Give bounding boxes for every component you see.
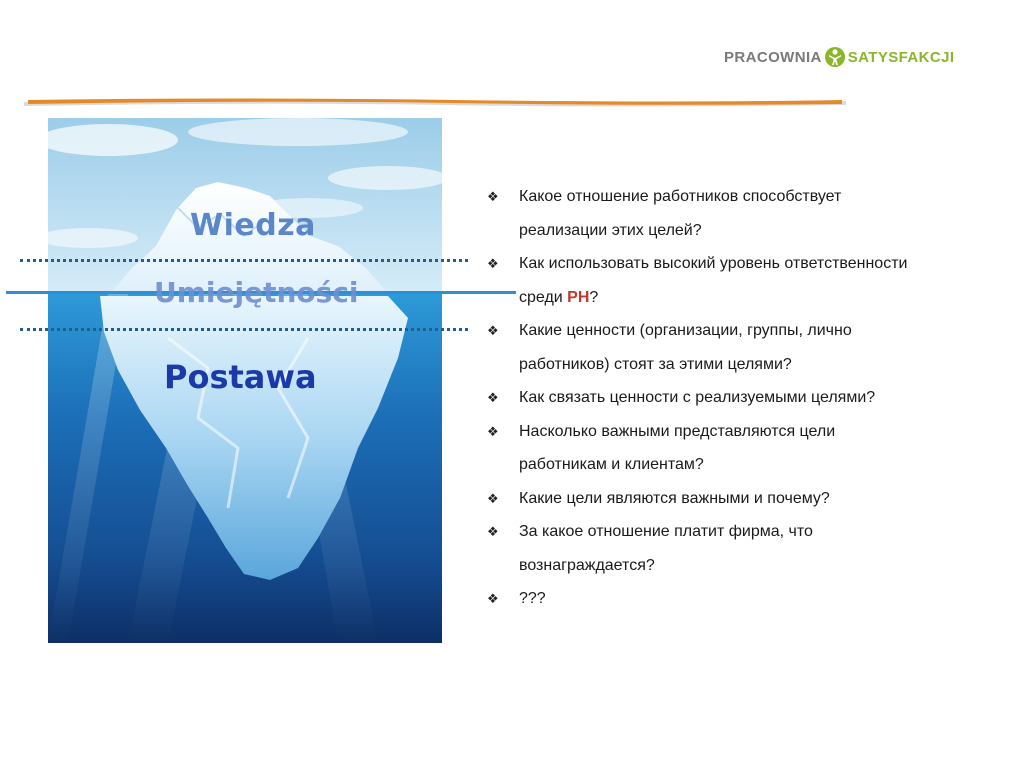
orange-brush-divider bbox=[24, 96, 846, 110]
question-line-pre: среди bbox=[519, 288, 568, 306]
diamond-bullet-icon: ❖ bbox=[487, 490, 499, 506]
question-line: вознаграждается? bbox=[519, 556, 655, 574]
list-item bbox=[484, 381, 994, 415]
question-list bbox=[484, 180, 994, 616]
label-wiedza: Wiedza bbox=[190, 208, 316, 243]
logo-text-satysfakcji: SATYSFAKCJI bbox=[847, 48, 955, 66]
question-line: Как связать ценности с реализуемыми целями? bbox=[519, 389, 876, 406]
list-item bbox=[484, 482, 994, 516]
list-item bbox=[484, 582, 994, 616]
list-item bbox=[484, 247, 994, 314]
diamond-bullet-icon: ❖ bbox=[487, 390, 499, 405]
list-item bbox=[484, 415, 994, 482]
label-umiejetnosci: Umiejętności bbox=[154, 276, 359, 309]
diamond-bullet-icon: ❖ bbox=[487, 591, 499, 606]
logo-person-icon bbox=[824, 46, 846, 68]
list-item bbox=[484, 515, 994, 582]
logo-text-pracownia: PRACOWNIA bbox=[724, 48, 822, 66]
question-line: Насколько важными представляются цели bbox=[519, 422, 836, 440]
question-line: Какие цели являются важными и почему? bbox=[519, 489, 830, 507]
diamond-bullet-icon: ❖ bbox=[487, 524, 499, 539]
diamond-bullet-icon: ❖ bbox=[487, 423, 499, 439]
brand-logo bbox=[724, 40, 954, 74]
diamond-bullet-icon: ❖ bbox=[487, 323, 499, 338]
list-item bbox=[484, 314, 994, 381]
diamond-bullet-icon: ❖ bbox=[487, 256, 499, 271]
question-line: Какие ценности (организации, группы, лично bbox=[519, 322, 852, 339]
list-item bbox=[484, 180, 994, 247]
question-line: Какое отношение работников способствует bbox=[519, 188, 842, 205]
highlight-ph: PH bbox=[567, 288, 590, 306]
diamond-bullet-icon: ❖ bbox=[487, 189, 499, 204]
question-line: работников) стоят за этими целями? bbox=[519, 355, 792, 373]
question-line-post: ? bbox=[589, 288, 599, 306]
dotted-separator-2 bbox=[20, 328, 468, 331]
question-line: ??? bbox=[519, 590, 546, 607]
question-line: За какое отношение платит фирма, что bbox=[519, 523, 813, 540]
question-line: реализации этих целей? bbox=[519, 221, 702, 239]
question-line: работникам и клиентам? bbox=[519, 456, 704, 473]
dotted-separator-1 bbox=[20, 259, 468, 262]
question-line: Как использовать высокий уровень ответственности bbox=[519, 255, 908, 272]
label-postawa: Postawa bbox=[164, 358, 317, 396]
